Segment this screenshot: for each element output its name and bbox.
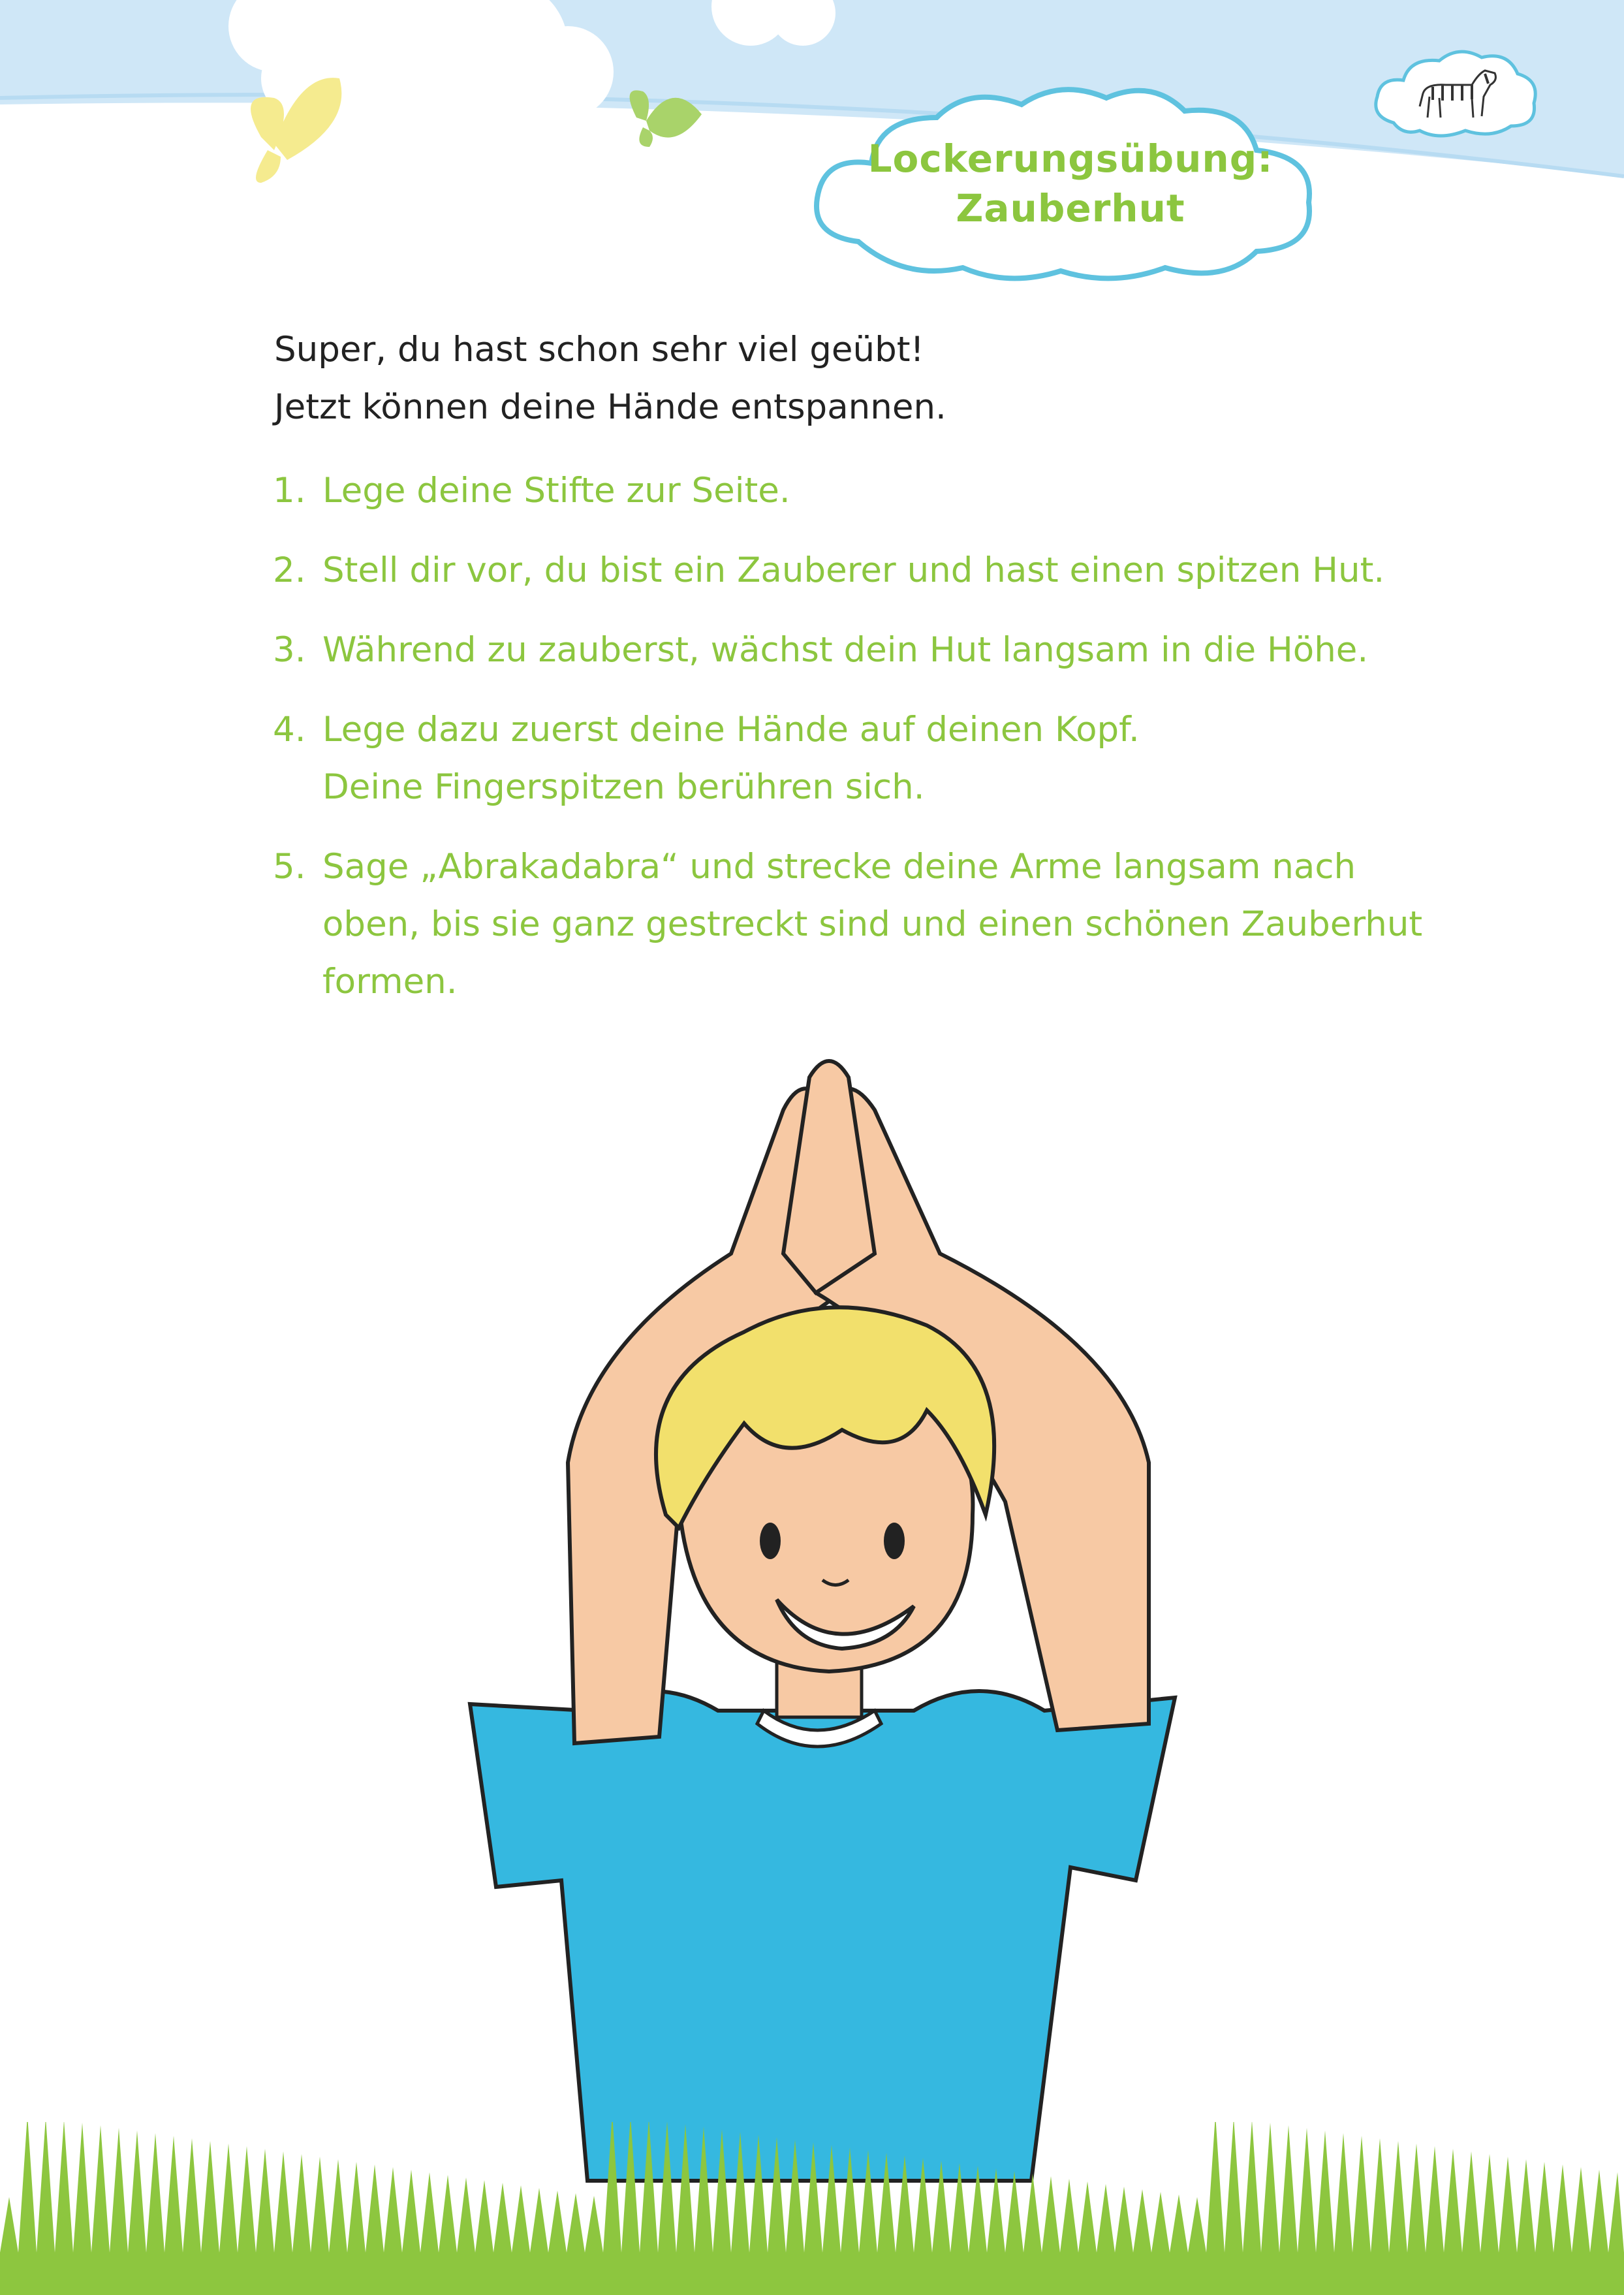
intro-text: [274, 321, 1514, 436]
page-title: [809, 134, 1332, 233]
shirt: [470, 1691, 1175, 2181]
intro-line-1: Super, du hast schon sehr viel geübt!: [274, 330, 924, 370]
zebra-cloud: [1367, 44, 1544, 142]
title-line-1: Lockerungsübung:: [867, 136, 1273, 181]
list-item: [273, 838, 1552, 1011]
list-item: [273, 701, 1552, 816]
step-number: 1.: [273, 471, 306, 511]
list-item: [273, 622, 1552, 679]
step-text: Während zu zauberst, wächst dein Hut langsam in die Höhe.: [322, 630, 1369, 670]
step-text: Lege dazu zuerst deine Hände auf deinen Kopf. Deine Fingerspitzen berühren sich.: [322, 710, 1140, 807]
title-line-2: Zauberhut: [956, 186, 1185, 230]
list-item: [273, 462, 1552, 520]
step-number: 4.: [273, 710, 306, 750]
boy-illustration: [0, 1019, 1624, 2295]
left-eye: [760, 1523, 781, 1559]
grass: [0, 2122, 1624, 2295]
step-number: 5.: [273, 847, 306, 887]
right-eye: [884, 1523, 905, 1559]
list-item: [273, 542, 1552, 599]
step-text: Stell dir vor, du bist ein Zauberer und hast einen spitzen Hut.: [322, 550, 1385, 590]
grass-blades: [0, 2122, 1624, 2295]
step-number: 3.: [273, 630, 306, 670]
instruction-list: [273, 462, 1552, 1033]
step-number: 2.: [273, 550, 306, 590]
step-text: Sage „Abrakadabra“ und strecke deine Arme langsam nach oben, bis sie ganz gestreckt sind und einen schönen Zauberhut formen.: [322, 847, 1423, 1002]
intro-line-2: Jetzt können deine Hände entspannen.: [274, 387, 946, 427]
step-text: Lege deine Stifte zur Seite.: [322, 471, 790, 511]
